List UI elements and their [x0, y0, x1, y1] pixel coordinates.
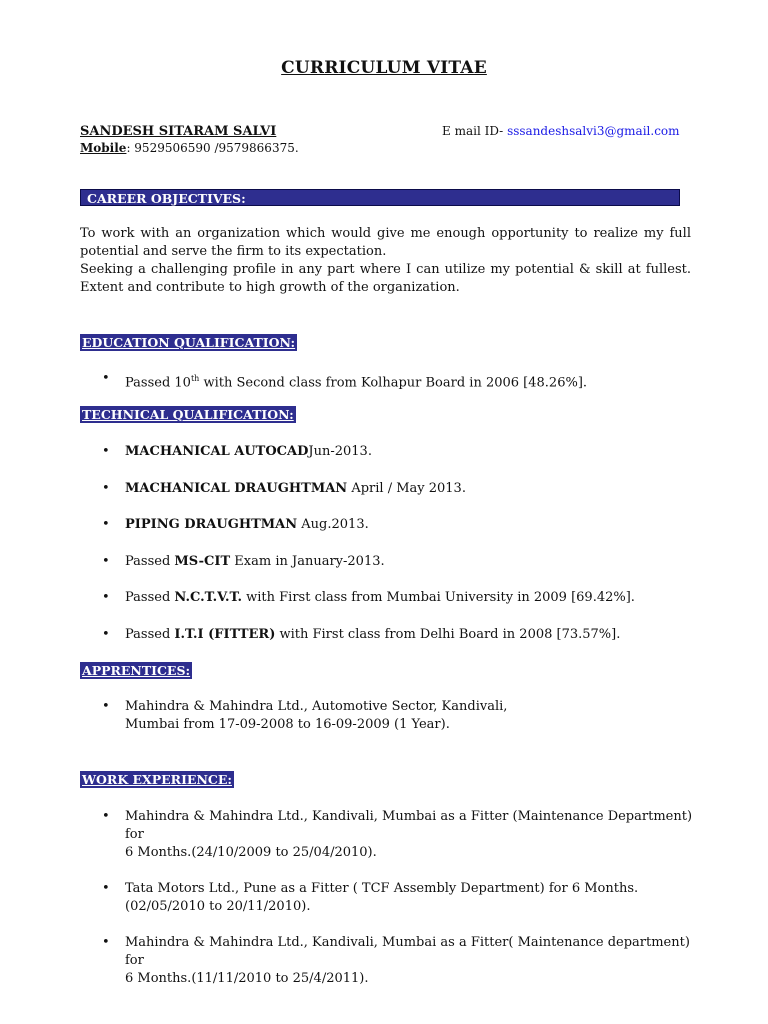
item-suffix: with First class from Mumbai University in 2009 [69.42%]. — [242, 590, 635, 605]
list-item — [80, 553, 700, 571]
bullet: • — [102, 935, 110, 950]
item-suffix: Aug.2013. — [297, 517, 369, 532]
bullet: • — [102, 553, 110, 569]
list-item — [80, 934, 705, 988]
bullet: • — [102, 480, 110, 496]
objective-paragraph: Seeking a challenging profile in any part where I can utilize my potential & skill at fullest. Extent and contribute to high growth of the organization. — [80, 262, 691, 295]
apprentices-heading: APPRENTICES: — [82, 663, 191, 678]
technical-heading: TECHNICAL QUALIFICATION: — [82, 407, 294, 422]
bullet: • — [102, 809, 110, 824]
item-text: Passed 10 — [125, 375, 191, 391]
career-objectives-heading: CAREER OBJECTIVES: — [80, 189, 680, 206]
list-item — [80, 443, 700, 461]
item-line: Mahindra & Mahindra Ltd., Kandivali, Mumbai as a Fitter( Maintenance department) for — [125, 935, 690, 968]
bullet: • — [102, 626, 110, 642]
career-objectives-text — [80, 225, 691, 297]
email-line — [442, 124, 680, 138]
email-label: E mail ID- — [442, 124, 508, 138]
list-item — [80, 880, 705, 916]
bullet: • — [102, 699, 110, 714]
item-prefix: Passed — [125, 553, 175, 569]
list-item — [80, 808, 705, 862]
education-heading: EDUCATION QUALIFICATION: — [82, 335, 296, 350]
item-line: Mumbai from 17-09-2008 to 16-09-2009 (1 Year). — [125, 717, 450, 732]
mobile-line — [80, 141, 299, 155]
mobile-label: Mobile — [80, 141, 127, 155]
item-line: Tata Motors Ltd., Pune as a Fitter ( TCF Assembly Department) for 6 Months. — [125, 881, 639, 896]
item-highlight: MACHANICAL AUTOCAD — [125, 444, 309, 459]
objective-paragraph: To work with an organization which would give me enough opportunity to realize my full potential and serve the firm to its expectation. — [80, 226, 691, 259]
item-highlight: I.T.I (FITTER) — [174, 626, 276, 642]
item-text: with Second class from Kolhapur Board in 2006 [48.26%]. — [199, 375, 588, 391]
candidate-name: SANDESH SITARAM SALVI — [80, 124, 277, 139]
item-line: 6 Months.(11/11/2010 to 25/4/2011). — [125, 971, 369, 986]
apprentices-list — [80, 698, 700, 734]
item-suffix: Jun-2013. — [308, 444, 372, 459]
bullet: • — [102, 371, 110, 386]
item-line: Mahindra & Mahindra Ltd., Automotive Sector, Kandivali, — [125, 699, 508, 714]
item-line: Mahindra & Mahindra Ltd., Kandivali, Mumbai as a Fitter (Maintenance Department) for — [125, 809, 693, 842]
item-suffix: Exam in January-2013. — [230, 553, 385, 569]
item-highlight: N.C.T.V.T. — [174, 590, 243, 605]
list-item — [80, 480, 700, 498]
bullet: • — [102, 517, 110, 532]
item-prefix: Passed — [125, 626, 175, 642]
superscript: th — [190, 374, 200, 383]
bullet: • — [102, 590, 110, 605]
list-item — [80, 589, 700, 607]
item-line: 6 Months.(24/10/2009 to 25/04/2010). — [125, 845, 377, 860]
item-prefix: Passed — [125, 590, 175, 605]
email-link[interactable]: sssandeshsalvi3@gmail.com — [507, 124, 680, 138]
item-highlight: MS-CIT — [174, 553, 231, 569]
list-item — [80, 516, 700, 534]
item-suffix: April / May 2013. — [347, 480, 466, 496]
mobile-value: : 9529506590 /9579866375. — [126, 141, 299, 155]
work-experience-heading: WORK EXPERIENCE: — [82, 772, 232, 787]
list-item — [80, 698, 700, 734]
bullet: • — [102, 444, 110, 459]
list-item — [80, 370, 700, 392]
list-item — [80, 626, 700, 644]
technical-list — [80, 443, 700, 662]
item-highlight: PIPING DRAUGHTMAN — [125, 517, 298, 532]
work-experience-list — [80, 808, 705, 1006]
item-suffix: with First class from Delhi Board in 2008 [73.57%]. — [275, 626, 621, 642]
education-list — [80, 370, 700, 392]
item-line: (02/05/2010 to 20/11/2010). — [125, 899, 311, 914]
bullet: • — [102, 881, 110, 896]
document-title: CURRICULUM VITAE — [281, 58, 487, 78]
item-highlight: MACHANICAL DRAUGHTMAN — [125, 480, 348, 496]
